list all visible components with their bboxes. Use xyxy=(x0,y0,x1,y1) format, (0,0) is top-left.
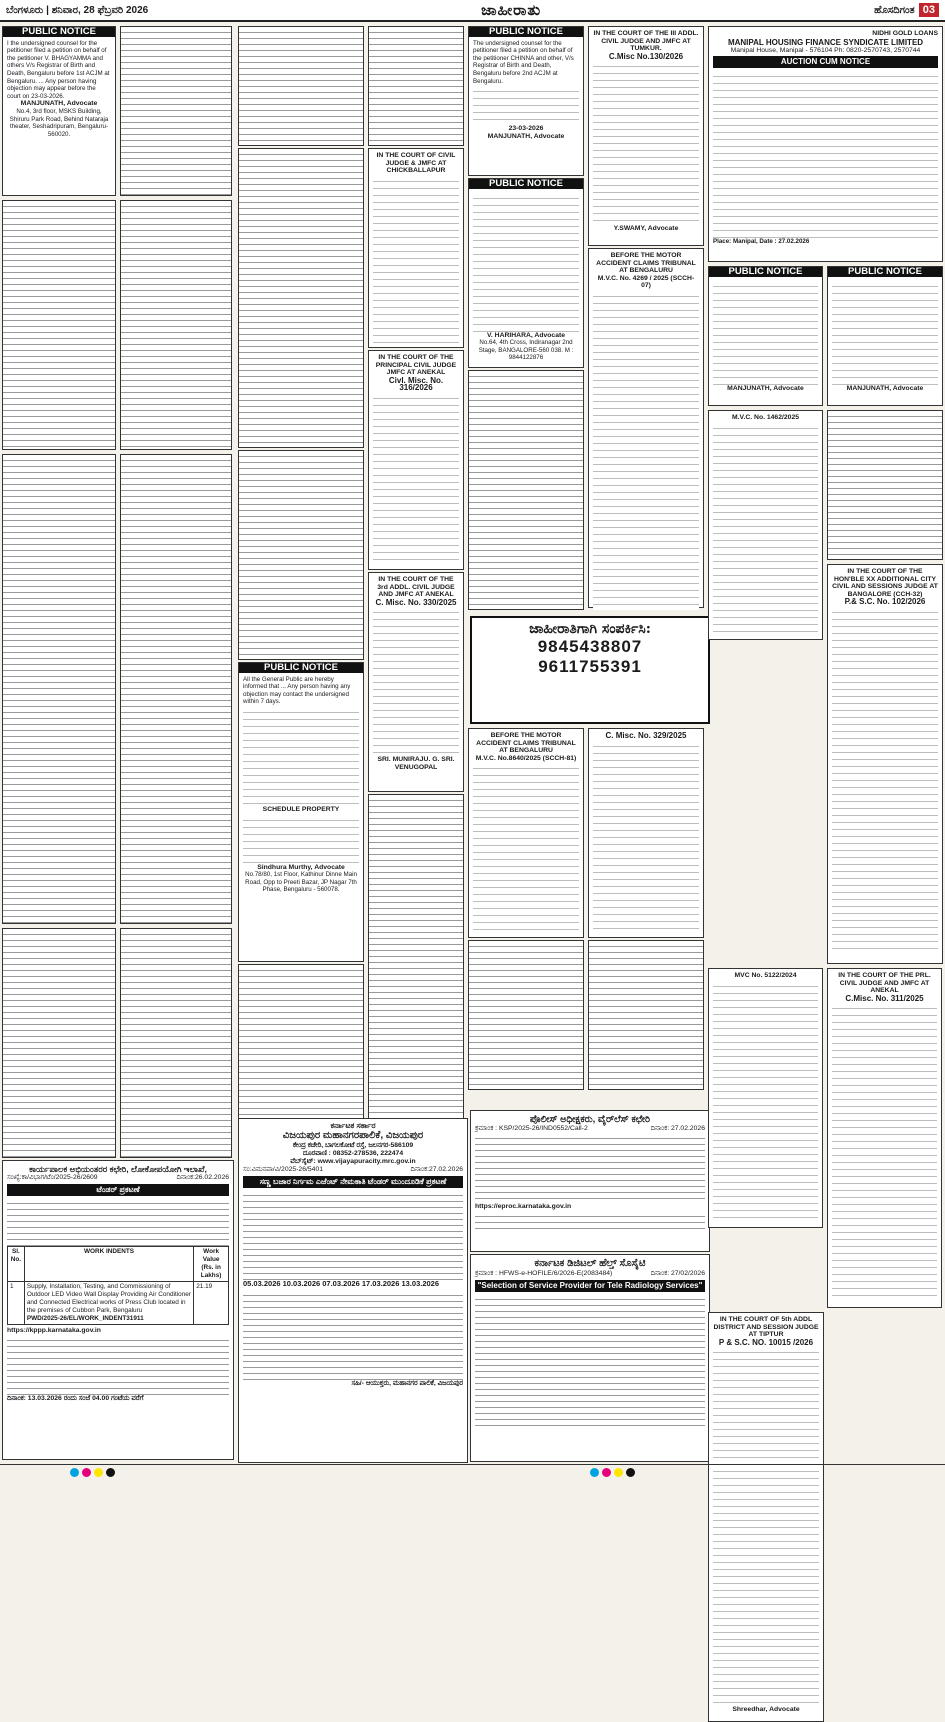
gold-title: NIDHI GOLD LOANS xyxy=(872,30,938,37)
court-title: IN THE COURT OF THE HON'BLE XX ADDITIONAL CITY CIVIL AND SESSIONS JUDGE AT BANGALORE (CCH-32) xyxy=(832,568,938,598)
court-title: IN THE COURT OF THE PRINCIPAL CIVIL JUDGE JMFC AT ANEKAL xyxy=(375,354,457,377)
court-notice-6a xyxy=(827,564,943,964)
mact-title: BEFORE THE MOTOR ACCIDENT CLAIMS TRIBUNAL AT BENGALURU xyxy=(596,252,696,275)
column-4-lower xyxy=(466,726,586,1106)
gold-body xyxy=(713,70,938,238)
notice-address: No.78/80, 1st Floor, Kathinur Dinne Main Road, Opp to Preeti Bazar, JP Nagar 7th Phase, Bengaluru - 560078. xyxy=(245,871,357,894)
digital-health-ad xyxy=(470,1254,710,1462)
notice-body xyxy=(713,280,818,385)
page-header xyxy=(0,0,945,22)
court-title: IN THE COURT OF 5th ADDL DISTRICT AND SESSION JUDGE AT TIPTUR xyxy=(713,1316,819,1339)
row-value: 21.19 xyxy=(194,1282,229,1325)
notice-body-lines xyxy=(243,706,359,806)
police-ref-row xyxy=(475,1125,705,1133)
court-case: C. Misc. No. 329/2025 xyxy=(605,731,687,740)
court-notice-3b xyxy=(368,350,464,570)
pwd-tender-ad xyxy=(2,1160,234,1460)
court-notice-6b xyxy=(827,968,942,1308)
row-work-text: Supply, Installation, Testing, and Commissioning of Outdoor LED Video Wall Display Providing Air Conditioner and Connected Electrical works of Press Club located in the premises of Cubbon Park, Bengaluru xyxy=(26,1283,191,1314)
public-notice-6a xyxy=(708,266,823,406)
mact-body xyxy=(713,422,818,632)
court-case: C.Misc No.130/2026 xyxy=(608,51,684,61)
color-registration-mid xyxy=(590,1468,635,1477)
court-case: Civl. Misc. No. 316/2026 xyxy=(388,375,444,393)
court-title: IN THE COURT OF THE III ADDL. CIVIL JUDGE AND JMFC AT TUMKUR. xyxy=(593,30,699,53)
contact-title: ಜಾಹೀರಾತಿಗಾಗಿ ಸಂಪರ್ಕಿಸಿ: xyxy=(529,621,651,637)
court-body xyxy=(832,1002,937,1297)
mact-title: BEFORE THE MOTOR ACCIDENT CLAIMS TRIBUNAL AT BENGALURU xyxy=(476,732,576,755)
kannada-notice-3d xyxy=(368,794,464,1154)
tender-deadline: ದಿನಾಂಕ: 13.03.2026 ರಂದು ಸಂಜೆ 04.00 ಗಂಟೆಯ ವರೆಗೆ xyxy=(7,1395,144,1402)
mact-notice-6b xyxy=(708,968,823,1228)
gold-notice-title: AUCTION CUM NOTICE xyxy=(713,56,938,68)
public-notice-6b xyxy=(827,266,943,406)
court-title: IN THE COURT OF THE PRL. CIVIL JUDGE AND JMFC AT ANEKAL xyxy=(838,972,931,995)
court-body xyxy=(593,60,699,225)
corp-signature: ಸಹಿ/- ಆಯುಕ್ತರು, ಮಹಾನಗರ ಪಾಲಿಕೆ, ವಿಜಯಪುರ xyxy=(351,1380,463,1387)
table-header-value: Work Value (Rs. in Lakhs) xyxy=(194,1247,229,1282)
court-title: IN THE COURT OF CIVIL JUDGE & JMFC AT CHICKBALLAPUR xyxy=(376,152,456,175)
court-case: P & S.C. NO. 10015 /2026 xyxy=(718,1337,814,1347)
corp-ref-date: ದಿನಾಂಕ:27.02.2026 xyxy=(410,1166,463,1173)
vijayapura-tender-ad xyxy=(238,1118,468,1463)
tender-site[interactable]: https://kppp.karnataka.gov.in xyxy=(7,1327,101,1334)
court-advocate: Shreedhar, Advocate xyxy=(732,1706,800,1714)
court-notice-3c xyxy=(368,572,464,792)
kannada-notice-1e xyxy=(120,454,232,924)
mact-notice-6 xyxy=(708,410,823,640)
notice-advocate: MANJUNATH, Advocate xyxy=(487,132,565,140)
digital-ref-date: ದಿನಾಂಕ: 27/02/2026 xyxy=(650,1270,705,1277)
police-ref-number: ಕ್ರಮಾಂಕ : KSP/2025-26/IND0552/Call-2 xyxy=(475,1125,588,1132)
corp-body-2 xyxy=(243,1290,463,1380)
court-case: P.& S.C. No. 102/2026 xyxy=(844,597,926,607)
column-1 xyxy=(0,24,236,1464)
paper-name: ಹೊಸದಿಗಂತ xyxy=(874,4,915,16)
table-row xyxy=(8,1282,229,1325)
mact-notice-5 xyxy=(588,248,704,608)
court-body xyxy=(373,606,459,756)
police-body-2 xyxy=(475,1211,705,1231)
police-tender-ad xyxy=(470,1110,710,1252)
kannada-notice-1d xyxy=(2,454,116,924)
mact-body xyxy=(473,762,579,932)
gold-auction-ad xyxy=(708,26,943,262)
notice-title: PUBLIC NOTICE xyxy=(709,267,822,277)
header-right xyxy=(874,3,939,17)
court-notice-4e xyxy=(588,728,704,938)
registration-dot xyxy=(602,1468,611,1477)
mact-case: M.V.C. No. 4269 / 2025 (SCCH-07) xyxy=(597,274,695,290)
notice-title: PUBLIC NOTICE xyxy=(469,27,583,37)
contact-number-2[interactable]: 9611755391 xyxy=(538,657,642,676)
notice-title: PUBLIC NOTICE xyxy=(239,663,363,673)
notice-title: PUBLIC NOTICE xyxy=(828,267,942,277)
kannada-notice-4f xyxy=(588,940,704,1090)
registration-dot xyxy=(82,1468,91,1477)
gold-address: Manipal House, Manipal - 576104 Ph: 0820-2570743, 2570744 xyxy=(730,46,921,54)
police-ref-date: ದಿನಾಂಕ: 27.02.2026 xyxy=(650,1125,705,1132)
court-body xyxy=(832,606,938,951)
notice-address: No.4, 3rd floor, MSKS Building, Shiruru Park Road, Behind Nataraja theater, Seshadripuram, Bengaluru-560020. xyxy=(9,107,109,138)
police-body xyxy=(475,1133,705,1203)
digital-ref-number: ಕ್ರಮಾಂಕ : HFWS-e-HOFILE/6/2026-E(2083484) xyxy=(475,1270,613,1277)
kannada-notice-4d xyxy=(468,940,584,1090)
tender-number: ಸಂಖ್ಯೆ:ಕಾ/ವಿಭಾಗ/ಟೆಂ/2025-26/2609 xyxy=(7,1174,98,1181)
mact-case: MVC No. 5122/2024 xyxy=(734,972,797,979)
tender-body xyxy=(7,1198,229,1246)
mact-case: M.V.C. No.8640/2025 (SCCH-81) xyxy=(475,754,577,762)
registration-dot xyxy=(94,1468,103,1477)
registration-dot xyxy=(70,1468,79,1477)
row-work xyxy=(24,1282,193,1325)
page-number: 03 xyxy=(919,3,939,17)
schedule-lines xyxy=(243,814,359,864)
notice-date: 23-03-2026 xyxy=(508,125,544,133)
mact-body xyxy=(593,290,699,610)
tender-ref-row xyxy=(7,1174,229,1182)
court-notice-5a xyxy=(588,26,704,246)
notice-text: All the General Public are hereby informed that ... Any person having any objection may contact the undersigned within 7 days. xyxy=(243,675,351,706)
tender-office: ಕಾರ್ಯಪಾಲಕ ಅಭಿಯಂತರರ ಕಛೇರಿ, ಲೋಕೋಪಯೋಗಿ ಇಲಾಖೆ, xyxy=(29,1164,207,1174)
schedule-title: SCHEDULE PROPERTY xyxy=(262,805,340,813)
kannada-notice-1f xyxy=(2,928,116,1158)
notice-advocate: V. HARIHARA, Advocate xyxy=(486,331,566,339)
notice-advocate: Sindhura Murthy, Advocate xyxy=(257,863,345,871)
court-case: C. Misc. No. 330/2025 xyxy=(375,597,457,607)
court-notice-6c xyxy=(708,1312,824,1722)
digital-body xyxy=(475,1294,705,1429)
contact-number-1[interactable]: 9845438807 xyxy=(537,637,643,656)
court-advocate: SRI. MUNIRAJU. G. SRI. VENUGOPAL xyxy=(377,756,455,771)
notice-body-lines xyxy=(473,85,579,125)
kannada-notice-6a xyxy=(827,410,943,560)
kannada-notice-2a xyxy=(238,26,364,146)
gold-date: Place: Manipal, Date : 27.02.2026 xyxy=(713,237,810,245)
notice-advocate: MANJUNATH, Advocate xyxy=(20,100,98,108)
registration-dot xyxy=(626,1468,635,1477)
court-notice-3a xyxy=(368,148,464,348)
digital-title: ಕರ್ನಾಟಕ ಡಿಜಿಟಲ್ ಹೆಲ್ತ್ ಸೊಸೈಟಿ xyxy=(534,1258,646,1269)
digital-ref-row xyxy=(475,1270,705,1278)
kannada-notice-4c xyxy=(468,370,584,610)
mact-case: M.V.C. No. 1462/2025 xyxy=(732,414,799,421)
color-registration-left xyxy=(70,1468,115,1477)
corp-name: ವಿಜಯಪುರ ಮಹಾನಗರಪಾಲಿಕೆ, ವಿಜಯಪುರ xyxy=(282,1130,424,1141)
court-advocate: Y.SWAMY, Advocate xyxy=(613,225,679,233)
notice-advocate: MANJUNATH, Advocate xyxy=(727,384,804,392)
tender-date: ದಿನಾಂಕ:26.02.2026 xyxy=(176,1174,229,1181)
tender-body-2 xyxy=(7,1335,229,1395)
kannada-notice-2b xyxy=(238,148,364,448)
footer-rule xyxy=(0,1464,945,1465)
court-body xyxy=(373,392,459,562)
header-date: ಬೆಂಗಳೂರು | ಶನಿವಾರ, 28 ಫೆಬ್ರವರಿ 2026 xyxy=(6,4,149,16)
notice-text: I the undersigned counsel for the petitioner filed a petition on behalf of the petitioner V. BHAGYAMMA and others V/s Registrar of Birth and Death, Bengaluru before 1st ACJM at Bengaluru. ... Any person having objection may appear before the court on 23-03-2026. xyxy=(7,39,110,100)
govt-name: ಕರ್ನಾಟಕ ಸರ್ಕಾರ xyxy=(330,1121,376,1130)
kannada-notice-3a xyxy=(368,26,464,146)
column-6 xyxy=(706,24,945,1714)
notice-body-lines xyxy=(473,192,579,332)
court-body xyxy=(373,175,459,345)
table-header-work: WORK INDENTS xyxy=(24,1247,193,1282)
row-number: 1 xyxy=(8,1282,25,1325)
kannada-notice-2c xyxy=(238,450,364,660)
court-title: IN THE COURT OF THE 3rd ADDL. CIVIL JUDGE AND JMFC AT ANEKAL xyxy=(377,576,455,599)
kannada-notice-1b xyxy=(2,200,116,450)
corp-ref-row xyxy=(243,1166,463,1174)
court-body xyxy=(713,1346,819,1706)
corp-dates: 05.03.2026 10.03.2026 07.03.2026 17.03.2026 13.03.2026 xyxy=(243,1279,440,1288)
police-website[interactable]: https://eproc.karnataka.gov.in xyxy=(475,1203,572,1210)
mact-notice-4 xyxy=(468,728,584,938)
column-4c xyxy=(586,726,706,1106)
row-work-id: PWD/2025-26/EL/WORK_INDENT31911 xyxy=(26,1315,144,1322)
notice-title: PUBLIC NOTICE xyxy=(3,27,115,37)
kannada-notice-1g xyxy=(120,928,232,1158)
corp-phone: ದೂರವಾಣಿ : 08352-278536, 222474 xyxy=(302,1150,404,1157)
notice-address: No.64, 4th Cross, Indiranagar 2nd Stage, BANGALORE-560 038. M : 9844122876 xyxy=(478,339,574,362)
corp-body xyxy=(243,1190,463,1280)
registration-dot xyxy=(106,1468,115,1477)
notice-advocate: MANJUNATH, Advocate xyxy=(846,384,924,392)
table-header-sl: Sl. No. xyxy=(8,1247,25,1282)
tender-table xyxy=(7,1246,229,1325)
police-title: ಪೊಲೀಸ್ ಅಧೀಕ್ಷಕರು, ವೈರ್‌ಲೆಸ್ ಕಛೇರಿ xyxy=(529,1114,651,1125)
corp-address: ಕೇಂದ್ರ ಕಚೇರಿ, ಬಾಗಲಕೋಟೆ ರಸ್ತೆ, ಜಲನಗರ-586109 xyxy=(292,1142,414,1149)
corp-website[interactable]: ವೆಬ್‌ಸೈಟ್: www.vijayapuracity.mrc.gov.in xyxy=(290,1158,416,1165)
registration-dot xyxy=(614,1468,623,1477)
notice-title: PUBLIC NOTICE xyxy=(469,179,583,189)
kannada-notice-1c xyxy=(120,200,232,450)
mact-body xyxy=(713,980,818,1220)
notice-body xyxy=(832,280,938,385)
masthead: ಜಾಹೀರಾತು xyxy=(481,1,542,19)
corp-ref-number: ಸಂ:ವಿಮನಪಾ/ವಿ/2025-26/5401 xyxy=(243,1166,324,1173)
corp-banner: ಸಣ್ಣ ಬಜಾರ ನಿರ್ಗಮ ಎಜೆಂಟ್ ನೇಮಕಾತಿ ಟೆಂಡರ್ ಮುಂದೂಡಿಕೆ ಪ್ರಕಟಣೆ xyxy=(243,1176,463,1188)
public-notice-2 xyxy=(238,662,364,962)
digital-banner: "Selection of Service Provider for Tele Radiology Services" xyxy=(475,1280,705,1292)
public-notice-4a xyxy=(468,26,584,176)
public-notice-4b xyxy=(468,178,584,368)
public-notice-1 xyxy=(2,26,116,196)
notice-text: The undersigned counsel for the petitioner filed a petition on behalf of the petitioner CHINNA and other, V/s Registrar of Birth and Death, Bengaluru before 2nd ACJM at Bengaluru. xyxy=(473,39,574,85)
court-case: C.Misc. No. 311/2025 xyxy=(845,993,924,1003)
gold-company: MANIPAL HOUSING FINANCE SYNDICATE LIMITED xyxy=(727,37,924,47)
court-body xyxy=(593,740,699,930)
tender-title: ಟೆಂಡರ್ ಪ್ರಕಟಣೆ xyxy=(7,1184,229,1196)
registration-dot xyxy=(590,1468,599,1477)
kannada-notice-1a xyxy=(120,26,232,196)
